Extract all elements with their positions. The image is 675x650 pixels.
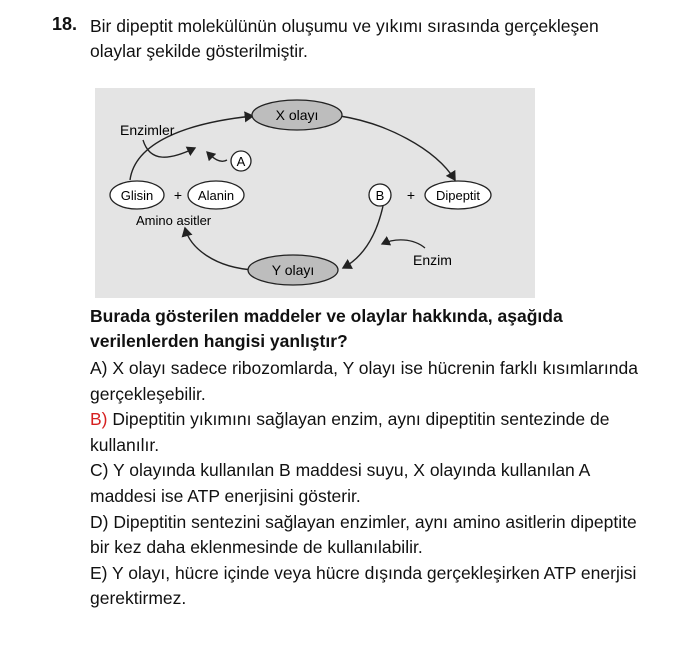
option-d[interactable] bbox=[90, 510, 660, 561]
option-e-letter: E) bbox=[90, 562, 108, 583]
glisin-label: Glisin bbox=[120, 188, 154, 203]
option-b-text: Dipeptitin yıkımını sağlayan enzim, aynı dipeptitin sentezinde de kullanılır. bbox=[90, 409, 610, 455]
option-c[interactable] bbox=[90, 458, 660, 509]
question-stem: Bir dipeptit molekülünün oluşumu ve yıkımı sırasında gerçekleşen olaylar şekilde gösterilmiştir. bbox=[90, 16, 599, 61]
y-olayi-label: Y olayı bbox=[271, 262, 315, 278]
option-e-text: Y olayı, hücre içinde veya hücre dışında gerçekleşirken ATP enerjisi gerektirmez. bbox=[90, 562, 637, 609]
option-b-letter: B) bbox=[90, 409, 108, 430]
option-e[interactable] bbox=[90, 561, 660, 612]
alanin-label: Alanin bbox=[197, 188, 235, 203]
arrow-b-to-y bbox=[343, 206, 383, 268]
b-label: B bbox=[375, 188, 385, 203]
diagram bbox=[95, 88, 535, 298]
arrow-a bbox=[207, 152, 227, 161]
arrow-x-to-dipeptit bbox=[340, 116, 455, 180]
option-b[interactable] bbox=[90, 407, 660, 458]
options-list bbox=[90, 356, 660, 612]
plus-sign-1: + bbox=[173, 187, 183, 203]
option-d-text: Dipeptitin sentezini sağlayan enzimler, aynı amino asitlerin dipeptite bir kez daha eklenmesinde de kullanılabilir. bbox=[90, 511, 637, 558]
dipeptit-label: Dipeptit bbox=[435, 188, 481, 203]
option-a-text: X olayı sadece ribozomlarda, Y olayı ise hücrenin farklı kısımlarında gerçekleşebilir. bbox=[90, 358, 638, 404]
option-c-text: Y olayında kullanılan B maddesi suyu, X olayında kullanılan A maddesi ise ATP enerjisini gösterir. bbox=[90, 460, 590, 506]
question-prompt: Burada gösterilen maddeler ve olaylar hakkında, aşağıda verilenlerden hangisi yanlıştır? bbox=[90, 306, 563, 351]
amino-asitler-label: Amino asitler bbox=[136, 213, 212, 228]
arrow-enzim bbox=[382, 240, 425, 248]
enzimler-label: Enzimler bbox=[120, 122, 175, 138]
option-a[interactable] bbox=[90, 356, 660, 407]
option-a-letter: A) bbox=[90, 358, 108, 378]
option-c-letter: C) bbox=[90, 460, 109, 481]
option-d-letter: D) bbox=[90, 511, 109, 532]
arrow-enzimler bbox=[143, 140, 195, 157]
x-olayi-label: X olayı bbox=[275, 107, 319, 123]
question-number: 18. bbox=[52, 14, 78, 34]
arrow-y-to-amino bbox=[185, 228, 255, 270]
diagram-svg bbox=[95, 88, 535, 298]
enzim-label: Enzim bbox=[413, 252, 452, 268]
a-label: A bbox=[236, 154, 246, 169]
plus-sign-2: + bbox=[406, 187, 416, 203]
